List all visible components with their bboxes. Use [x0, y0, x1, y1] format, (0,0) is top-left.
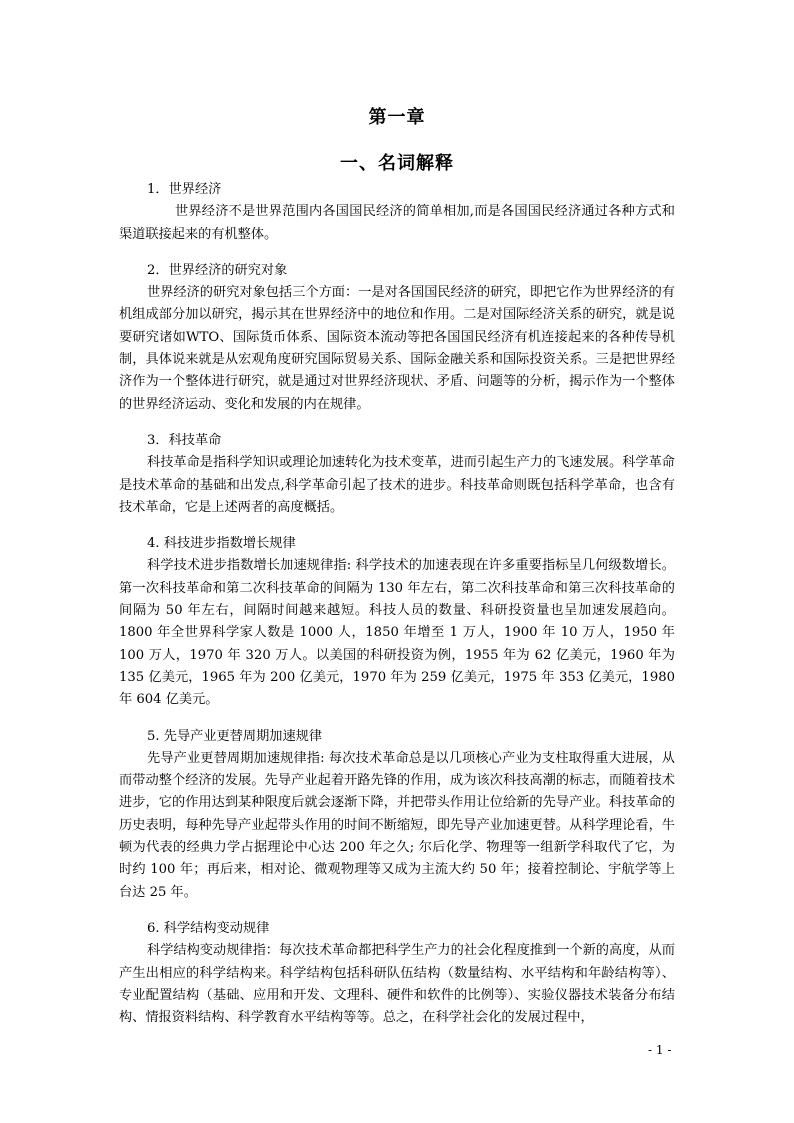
document-body — [119, 179, 675, 1043]
term-definition: 先导产业更替周期加速规律指: 每次技术革命总是以几项核心产业为支柱取得重大进展，从而带动整个经济的发展。先导产业起着开路先锋的作用，成为该次科技高潮的标志，而随着技术进步，它的作用达到某种限度后就会逐渐下降，并把带头作用让位给新的先导产业。科技革命的历史表明，每种先导产业起带头作用的时间不断缩短，即先导产业加速更替。从科学理论看，牛顿为代表的经典力学占据理论中心达 200 年之久; 尔后化学、物理等一组新学科取代了它，为时约 100 年；再后来，相对论、微观物理等又成为主流大约 50 年；接着控制论、宇航学等上台达 25 年。 — [119, 750, 675, 900]
term-definition: 世界经济不是世界范围内各国国民经济的简单相加,而是各国国民经济通过各种方式和渠道联接起来的有机整体。 — [119, 204, 675, 242]
term-entry-3 — [119, 430, 675, 519]
term-heading: 5. 先导产业更替周期加速规律 — [147, 728, 323, 744]
term-heading: 1．世界经济 — [147, 182, 222, 197]
term-entry-2 — [119, 260, 675, 416]
term-heading: 6. 科学结构变动规律 — [147, 920, 270, 936]
term-definition: 科技革命是指科学知识或理论加速转化为技术变革，进而引起生产力的飞速发展。科学革命是技术革命的基础和出发点,科学革命引起了技术的进步。科技革命则既包括科学革命，也含有技术革命，它是上述两者的高度概括。 — [119, 455, 675, 515]
section-title: 一、名词解释 — [340, 153, 454, 174]
chapter-title: 第一章 — [368, 107, 426, 128]
term-entry-4 — [119, 533, 675, 711]
term-heading: 2．世界经济的研究对象 — [147, 262, 288, 278]
term-heading: 4. 科技进步指数增长规律 — [147, 536, 296, 552]
term-definition: 科学技术进步指数增长加速规律指: 科学技术的加速表现在许多重要指标呈几何级数增长。第一次科技革命和第二次科技革命的间隔为 130 年左右，第二次科技革命和第三次科技革命的间隔为 50 年左右，间隔时间越来越短。科技人员的数量、科研投资量也呈加速发展趋向。1800 年全世界科学家人数是 1000 人，1850 年增至 1 万人，1900 年 10 万人，1950 年 100 万人，1970 年 320 万人。以美国的科研投资为例，1955 年为 62 亿美元，1960 年为 135 亿美元，1965 年为 200 亿美元，1970 年为 259 亿美元，1975 年 353 亿美元，1980 年 604 亿美元。 — [119, 558, 675, 708]
term-heading: 3．科技革命 — [147, 432, 222, 448]
page-number: - 1 - — [648, 1043, 672, 1057]
term-entry-5 — [119, 726, 675, 904]
term-entry-6 — [119, 918, 675, 1029]
term-definition: 科学结构变动规律指：每次技术革命都把科学生产力的社会化程度推到一个新的高度，从而产生出相应的科学结构来。科学结构包括科研队伍结构（数量结构、水平结构和年龄结构等）、专业配置结构（基础、应用和开发、文理科、硬件和软件的比例等）、实验仪器技术装备分布结构、情报资料结构、科学教育水平结构等等。总之，在科学社会化的发展过程中， — [119, 943, 675, 1026]
term-entry-1 — [119, 179, 675, 246]
term-definition: 世界经济的研究对象包括三个方面：一是对各国国民经济的研究，即把它作为世界经济的有机组成部分加以研究，揭示其在世界经济中的地位和作用。二是对国际经济关系的研究，就是说要研究诸如WTO、国际货币体系、国际资本流动等把各国国民经济有机连接起来的各种传导机制，具体说来就是从宏观角度研究国际贸易关系、国际金融关系和国际投资关系。三是把世界经济作为一个整体进行研究，就是通过对世界经济现状、矛盾、问题等的分析，揭示作为一个整体的世界经济运动、变化和发展的内在规律。 — [119, 285, 675, 412]
